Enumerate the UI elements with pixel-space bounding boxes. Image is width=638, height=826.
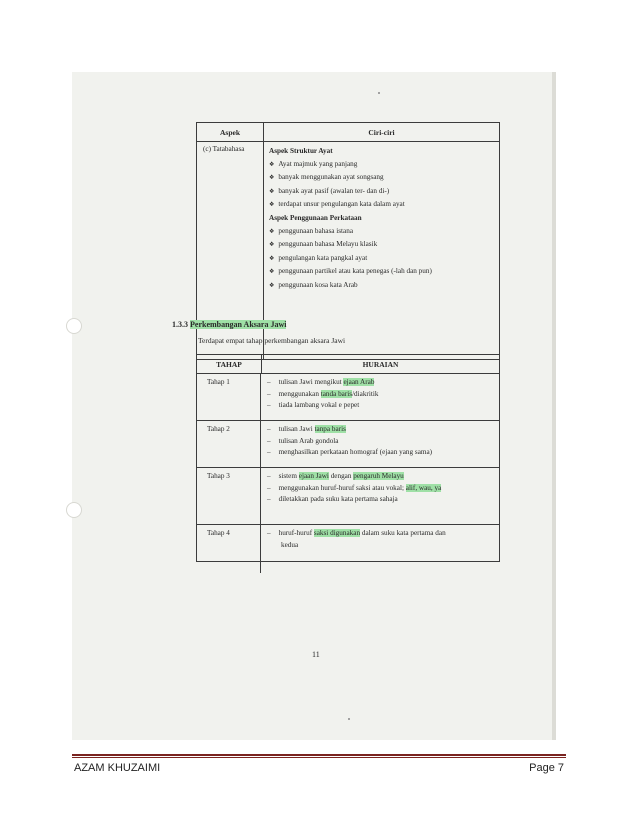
description-text: tulisan Arab gondola xyxy=(278,436,339,445)
description-text: diletakkan pada suku kata pertama sahaja xyxy=(278,495,398,503)
description-text: huruf-huruf xyxy=(278,529,314,537)
stage-label: Tahap 2 xyxy=(197,421,261,467)
section-heading-jawi xyxy=(172,320,286,329)
header-aspek: Aspek xyxy=(197,123,264,141)
scan-speck xyxy=(348,718,350,720)
description-line xyxy=(267,447,495,459)
stage-label: Tahap 1 xyxy=(197,374,261,420)
description-text: menggunakan huruf-huruf saksi atau vokal; xyxy=(278,483,406,492)
highlighted-text: ejaan Arab xyxy=(343,378,375,386)
footer-rule-thin xyxy=(72,757,566,758)
stage-label: Tahap 4 xyxy=(197,525,261,573)
feature-item: ❖ penggunaan bahasa Melayu klasik xyxy=(269,238,495,252)
description-line xyxy=(267,424,495,436)
header-huraian: HURAIAN xyxy=(362,359,399,369)
description-text: kedua xyxy=(281,540,299,549)
feature-item: ❖ penggunaan bahasa istana xyxy=(269,225,495,239)
punch-hole-bottom xyxy=(66,502,82,518)
scan-speck xyxy=(378,92,380,94)
scan-page-number: 11 xyxy=(312,650,320,659)
stage-row xyxy=(197,468,499,525)
description-text: tulisan Jawi mengikut xyxy=(278,378,344,386)
features-list xyxy=(269,145,495,293)
description-text: tulisan Jawi xyxy=(278,425,315,433)
feature-item: ❖ banyak ayat pasif (awalan ter- dan di-) xyxy=(269,185,495,199)
description-line xyxy=(267,389,495,401)
description-text: /diakritik xyxy=(352,389,379,398)
highlighted-text: pengaruh Melayu xyxy=(353,472,404,480)
header-tahap: TAHAP xyxy=(197,355,262,373)
stages-table-body xyxy=(197,374,499,573)
feature-item: ❖ penggunaan partikel atau kata penegas (-lah dan pun) xyxy=(269,265,495,279)
description-text: dalam suku kata pertama dan xyxy=(360,529,446,537)
description-line xyxy=(267,377,495,389)
section-subtitle: Terdapat empat tahap perkembangan aksara Jawi xyxy=(198,336,346,345)
feature-item: ❖ Ayat majmuk yang panjang xyxy=(269,158,495,172)
description-line xyxy=(267,436,495,448)
stage-description xyxy=(261,421,499,467)
feature-item: ❖ terdapat unsur pengulangan kata dalam ayat xyxy=(269,198,495,212)
highlighted-text: ejaan Jawi xyxy=(298,472,329,480)
aspect-label: (c) Tatabahasa xyxy=(203,145,245,153)
section-number: 1.3.3 xyxy=(172,320,188,329)
section-heading: Aspek Penggunaan Perkataan xyxy=(269,213,362,222)
feature-item: ❖ penggunaan kosa kata Arab xyxy=(269,279,495,293)
description-line xyxy=(267,400,495,412)
feature-item: ❖ pengulangan kata pangkal ayat xyxy=(269,252,495,266)
scanned-page xyxy=(72,72,556,740)
description-text: menggunakan xyxy=(278,389,321,398)
description-line xyxy=(267,540,495,552)
footer-author: AZAM KHUZAIMI xyxy=(74,762,161,774)
stage-description xyxy=(261,468,499,524)
highlighted-text: tanda baris xyxy=(320,389,353,398)
description-text: menghasilkan perkataan homograf (ejaan yang sama) xyxy=(278,448,433,456)
stage-row xyxy=(197,525,499,573)
stage-label: Tahap 3 xyxy=(197,468,261,524)
footer-page: Page 7 xyxy=(529,762,564,774)
stage-description xyxy=(261,525,499,573)
stages-table-header xyxy=(197,355,499,374)
highlighted-text: alif, wau, ya xyxy=(405,483,442,492)
stage-row xyxy=(197,374,499,421)
feature-item: ❖ banyak menggunakan ayat songsang xyxy=(269,171,495,185)
highlighted-text: tanpa baris xyxy=(314,425,346,433)
description-text: sistem xyxy=(278,472,299,480)
section-heading: Aspek Struktur Ayat xyxy=(269,147,333,155)
stage-row xyxy=(197,421,499,468)
stages-table xyxy=(196,354,500,562)
description-text: dengan xyxy=(328,472,354,480)
description-line xyxy=(267,483,495,495)
aspect-table-header xyxy=(197,123,499,142)
description-line xyxy=(267,494,495,506)
punch-hole-top xyxy=(66,318,82,334)
header-ciri-ciri: Ciri-ciri xyxy=(368,127,395,137)
scan-edge xyxy=(552,72,556,740)
description-line xyxy=(267,528,495,540)
stage-description xyxy=(261,374,499,420)
footer-rule xyxy=(72,754,566,756)
section-title: Perkembangan Aksara Jawi xyxy=(190,320,287,329)
highlighted-text: saksi digunakan xyxy=(313,529,361,537)
description-line xyxy=(267,471,495,483)
description-text: tiada lambang vokal e pepet xyxy=(278,401,360,409)
